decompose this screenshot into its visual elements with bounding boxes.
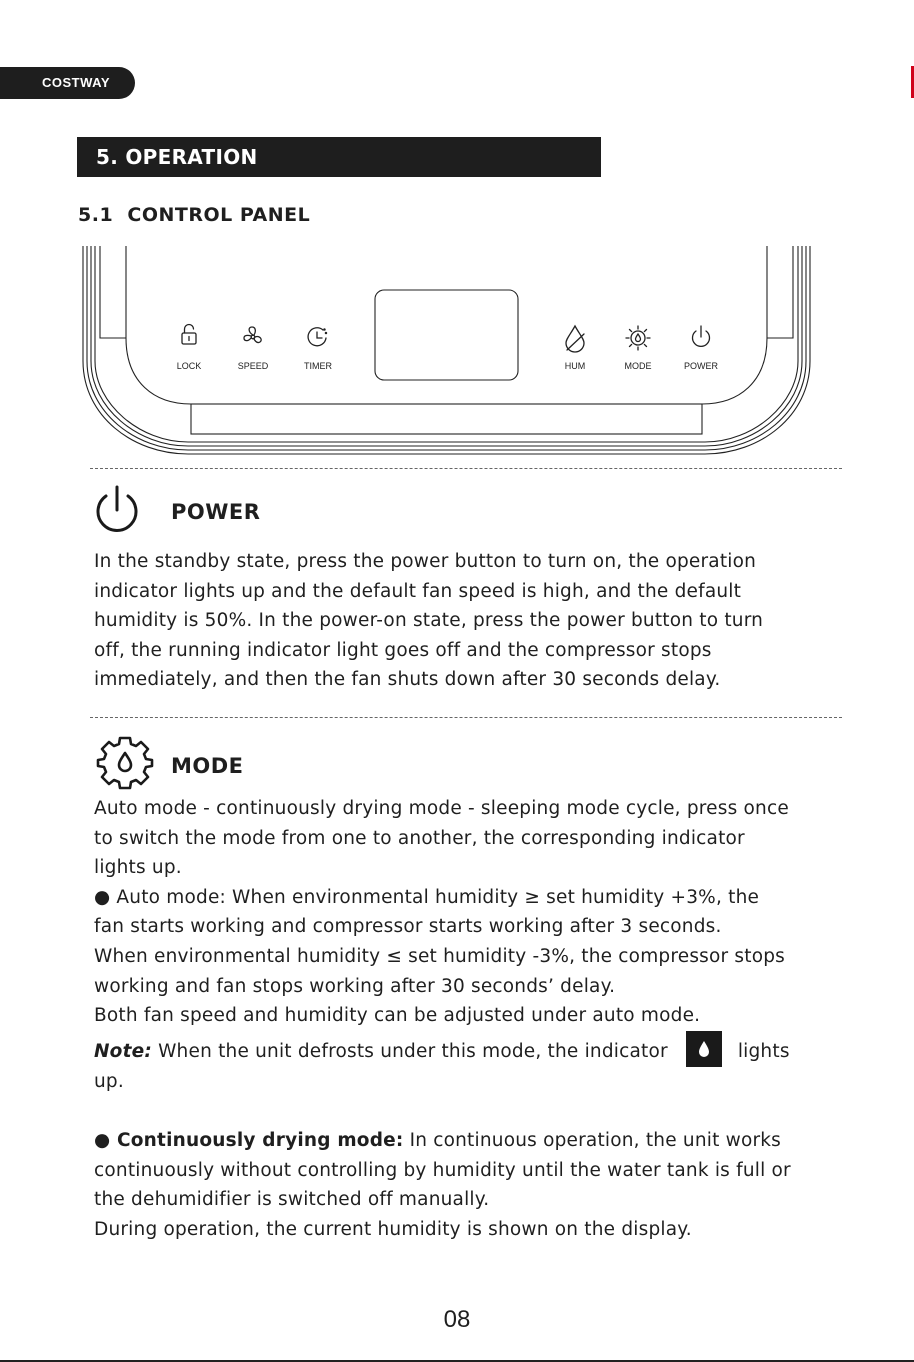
text-line: up.: [94, 1070, 124, 1092]
continuous-text: In continuous operation, the unit works: [403, 1129, 782, 1151]
fan-icon: [244, 327, 261, 343]
mode-gear-icon: [626, 326, 650, 350]
lock-label: LOCK: [176, 361, 202, 371]
timer-icon: [308, 328, 327, 346]
text-line: indicator lights up and the default fan speed is high, and the default: [94, 580, 742, 602]
mode-heading: MODE: [171, 754, 244, 778]
text-line: continuously without controlling by humidity until the water tank is full or: [94, 1159, 791, 1181]
section-title: 5. OPERATION: [77, 137, 601, 177]
text-line: humidity is 50%. In the power-on state, press the power button to turn: [94, 610, 764, 632]
mode-gear-icon: [94, 734, 156, 792]
text-line: ● Auto mode: When environmental humidity ≥ set humidity +3%, the: [94, 886, 760, 908]
note-line: [94, 1031, 874, 1067]
note-text: When the unit defrosts under this mode, the indicator: [151, 1040, 668, 1062]
costway-logo: COSTWAY: [0, 67, 135, 99]
text-line: lights up.: [94, 857, 182, 879]
power-icon: [693, 326, 710, 346]
note-after: lights: [737, 1040, 790, 1062]
text-line: When environmental humidity ≤ set humidity -3%, the compressor stops: [94, 945, 786, 967]
power-description: [94, 547, 874, 695]
continuous-line: [94, 1126, 874, 1156]
note-label: Note:: [94, 1040, 152, 1062]
mode-label: MODE: [624, 361, 652, 371]
blank-line: [94, 1096, 874, 1126]
text-line: immediately, and then the fan shuts down after 30 seconds delay.: [94, 669, 721, 691]
text-line: Both fan speed and humidity can be adjusted under auto mode.: [94, 1005, 701, 1027]
control-panel-diagram: [78, 246, 818, 458]
text-line: working and fan stops working after 30 seconds’ delay.: [94, 975, 616, 997]
power-heading: POWER: [171, 500, 261, 524]
divider: [90, 468, 842, 469]
text-line: In the standby state, press the power button to turn on, the operation: [94, 551, 757, 572]
humidity-icon: [566, 326, 584, 352]
subsection-title: 5.1 CONTROL PANEL: [78, 204, 311, 226]
divider: [90, 717, 842, 718]
text-line: to switch the mode from one to another, the corresponding indicator: [94, 827, 745, 849]
page-number: 08: [443, 1306, 471, 1333]
text-line: Auto mode - continuously drying mode - sleeping mode cycle, press once: [94, 798, 789, 819]
power-label: POWER: [683, 361, 719, 371]
text-line: During operation, the current humidity is shown on the display.: [94, 1218, 692, 1240]
hum-label: HUM: [564, 361, 586, 371]
lock-icon: [182, 325, 196, 345]
text-line: the dehumidifier is switched off manually.: [94, 1189, 490, 1211]
text-line: off, the running indicator light goes off and the compressor stops: [94, 639, 712, 661]
mode-description: [94, 794, 874, 1244]
timer-label: TIMER: [304, 361, 332, 371]
power-icon: [93, 484, 141, 536]
defrost-indicator-icon: [686, 1031, 722, 1067]
text-line: fan starts working and compressor starts working after 3 seconds.: [94, 916, 722, 938]
continuous-label: ● Continuously drying mode:: [94, 1129, 404, 1151]
speed-label: SPEED: [237, 361, 269, 371]
